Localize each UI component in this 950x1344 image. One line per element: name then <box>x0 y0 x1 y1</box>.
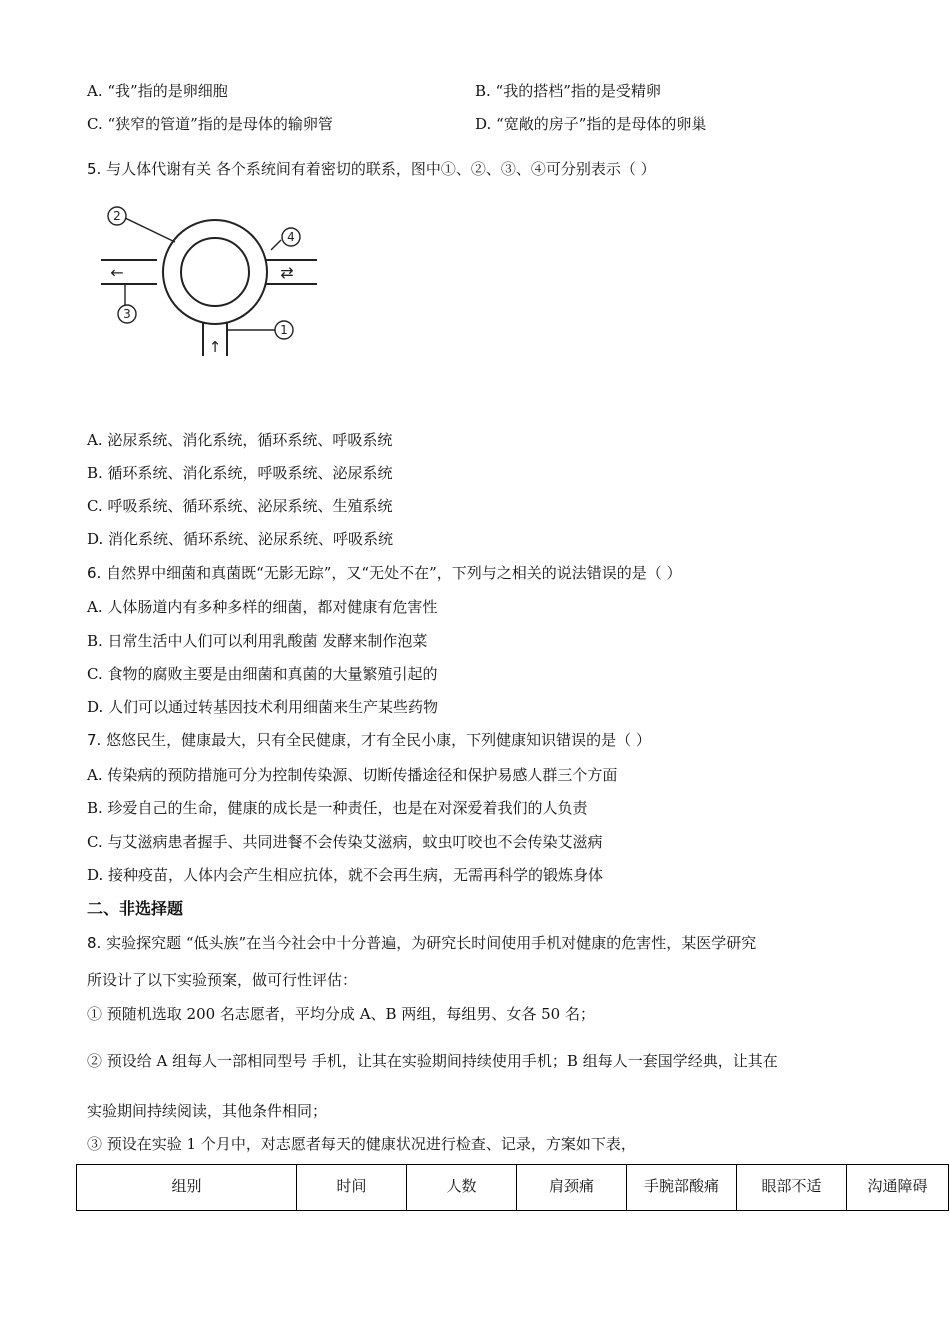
table-header-cell: 肩颈痛 <box>517 1165 627 1211</box>
table-header-cell: 眼部不适 <box>737 1165 847 1211</box>
table-header-cell: 时间 <box>297 1165 407 1211</box>
q8-line1-text: 实验探究题 “低头族”在当今社会中十分普遍，为研究长时间使用手机对健康的危害性，某医学研究 <box>106 934 757 952</box>
q6-option-a: A. 人体肠道内有多种多样的细菌，都对健康有危害性 <box>87 598 438 616</box>
table-header-row <box>77 1165 949 1211</box>
q6-option-c: C. 食物的腐败主要是由细菌和真菌的大量繁殖引起的 <box>87 665 438 683</box>
q7-number: 7. <box>87 731 102 749</box>
q7-option-b: B. 珍爱自己的生命，健康的成长是一种责任，也是在对深爱着我们的人负责 <box>87 799 588 817</box>
arrow-up-icon: ↑ <box>208 338 222 356</box>
table-header-cell: 手腕部酸痛 <box>627 1165 737 1211</box>
q5-option-c: C. 呼吸系统、循环系统、泌尿系统、生殖系统 <box>87 497 393 515</box>
q7-stem-text: 悠悠民生，健康最大，只有全民健康，才有全民小康，下列健康知识错误的是（ ） <box>106 731 651 749</box>
table-header-cell: 人数 <box>407 1165 517 1211</box>
label-1: 1 <box>280 323 288 337</box>
q6-option-b: B. 日常生活中人们可以利用乳酸菌 发酵来制作泡菜 <box>87 632 428 650</box>
table-header-cell: 组别 <box>77 1165 297 1211</box>
q5-option-d: D. 消化系统、循环系统、泌尿系统、呼吸系统 <box>87 530 394 548</box>
section-title: 二、非选择题 <box>87 899 184 918</box>
outer-ring <box>163 220 267 324</box>
q8-step2a: ② 预设给 A 组每人一部相同型号 手机，让其在实验期间持续使用手机；B 组每人一套国学经典，让其在 <box>87 1052 778 1070</box>
q7-stem <box>87 730 651 750</box>
label-3: 3 <box>123 307 131 321</box>
q4-option-b: B. “我的搭档”指的是受精卵 <box>475 82 661 100</box>
q5-option-a: A. 泌尿系统、消化系统，循环系统、呼吸系统 <box>87 431 393 449</box>
q8-number: 8. <box>87 934 102 952</box>
experiment-table <box>76 1164 949 1211</box>
q8-step1: ① 预随机选取 200 名志愿者，平均分成 A、B 两组，每组男、女各 50 名； <box>87 1005 595 1023</box>
q7-option-d: D. 接种疫苗，人体内会产生相应抗体，就不会再生病，无需再科学的锻炼身体 <box>87 866 604 884</box>
q6-stem <box>87 563 682 583</box>
q4-option-c: C. “狭窄的管道”指的是母体的输卵管 <box>87 115 333 133</box>
q5-stem-text: 与人体代谢有关 各个系统间有着密切的联系，图中①、②、③、④可分别表示（ ） <box>106 160 656 178</box>
q5-number: 5. <box>87 160 102 178</box>
q8-line1 <box>87 933 756 953</box>
q4-option-d: D. “宽敞的房子”指的是母体的卵巢 <box>475 115 707 133</box>
q8-line2: 所设计了以下实验预案，做可行性评估： <box>87 971 358 989</box>
q5-stem <box>87 159 656 179</box>
q6-number: 6. <box>87 564 102 582</box>
q5-option-b: B. 循环系统、消化系统，呼吸系统、泌尿系统 <box>87 464 393 482</box>
arrow-left-icon: ← <box>110 263 124 282</box>
q6-stem-text: 自然界中细菌和真菌既“无影无踪”，又“无处不在”，下列与之相关的说法错误的是（ ） <box>106 564 682 582</box>
q7-option-c: C. 与艾滋病患者握手、共同进餐不会传染艾滋病，蚊虫叮咬也不会传染艾滋病 <box>87 833 603 851</box>
table-header-cell: 沟通障碍 <box>847 1165 949 1211</box>
arrow-bidirectional-icon: ⇄ <box>280 263 294 282</box>
q7-option-a: A. 传染病的预防措施可分为控制传染源、切断传播途径和保护易感人群三个方面 <box>87 766 618 784</box>
q5-diagram <box>95 200 335 362</box>
q4-option-a: A. “我”指的是卵细胞 <box>87 82 228 100</box>
label-2: 2 <box>113 209 121 223</box>
label-4: 4 <box>287 230 295 244</box>
q8-step2b: 实验期间持续阅读，其他条件相同； <box>87 1102 328 1120</box>
q6-option-d: D. 人们可以通过转基因技术利用细菌来生产某些药物 <box>87 698 439 716</box>
q8-step3: ③ 预设在实验 1 个月中，对志愿者每天的健康状况进行检查、记录，方案如下表， <box>87 1135 636 1153</box>
